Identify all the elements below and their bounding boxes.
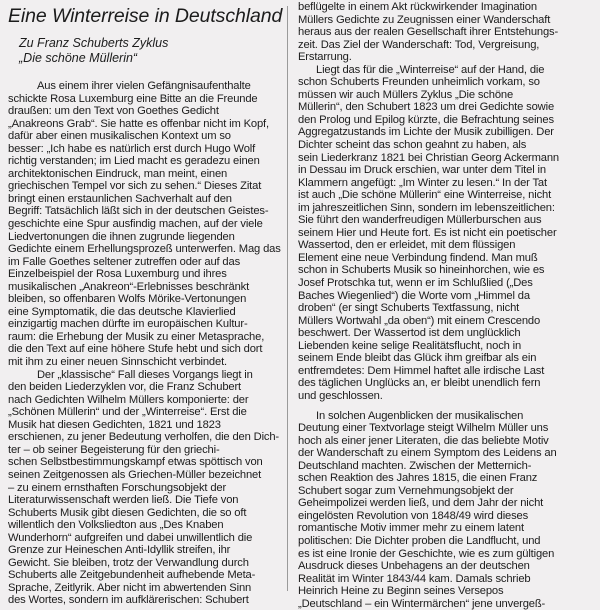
- text-line: Deutung einer Textvorlage steigt Wilhelm Müller uns: [298, 422, 549, 435]
- text-line: geschichte eine Spur ausfindig machen, auf der viele: [8, 218, 263, 231]
- text-line: zeit. Das Ziel der Wanderschaft: Tod, Vergreisung,: [298, 38, 540, 51]
- text-line: Realität im Winter 1843/44 kam. Damals schrieb: [298, 572, 531, 585]
- text-line: die den Text auf eine höhere Stufe hebt und sich dort: [8, 343, 263, 356]
- text-line: Müllers Wortwahl „da oben“) mit einem Crescendo: [298, 314, 541, 327]
- text-line: seinen Zeitgenossen als Griechen-Müller bezeichnet: [8, 468, 262, 481]
- text-line: Liegt das für die „Winterreise“ auf der Hand, die: [316, 63, 545, 76]
- subtitle-line: „Die schöne Müllerin“: [19, 51, 138, 65]
- text-line: Begriff: Tatsächlich läßt sich in der deutschen Geistes-: [8, 205, 269, 218]
- text-line: Musik hat diesen Gedichten, 1821 und 1823: [8, 418, 221, 431]
- text-line: Deutschland machten. Zwischen der Metternich-: [298, 459, 532, 472]
- text-line: Wunderhorn“ aufgreifen und dabei unwillentlich die: [8, 531, 253, 544]
- text-line: hoch als einer jener Literaten, die das beliebte Motiv: [298, 434, 549, 447]
- text-line: raum: die Erhebung der Musik zu einer Metasprache,: [8, 330, 265, 343]
- article-title: Eine Winterreise in Deutschland: [8, 5, 283, 27]
- text-line: beschwert. Der Wassertod ist dem unglücklich: [298, 327, 521, 340]
- text-line: Josef Protschka tut, wenn er im Schlußlied („Des: [298, 277, 533, 290]
- text-line: den Prolog und Epilog kürzte, die Befrachtung seines: [298, 113, 554, 126]
- text-line: Sprache, Zeitlyrik. Aber nicht im abwertenden Sinn: [8, 581, 252, 594]
- text-line: ter – ob seiner Begeisterung für den griechi-: [8, 443, 220, 456]
- text-line: Sie führt den wanderfreudigen Müllerburschen aus: [298, 214, 542, 227]
- text-line: bleiben, so offenbaren Wolfs Mörike-Vertonungen: [8, 293, 247, 306]
- text-line: Heinrich Heine zu Beginn seines Versepos: [298, 585, 504, 598]
- text-line: schen Reaktion des Jahres 1815, die einen Franz: [298, 472, 538, 485]
- text-line: Baches Wiegenlied“) die Worte vom „Himmel da: [298, 289, 530, 302]
- column-divider: [287, 6, 288, 591]
- text-line: Gewicht. Sie bleiben, trotz der Verwandlung durch: [8, 556, 249, 569]
- paragraph-gap: [298, 403, 596, 410]
- text-line: richtig verstanden; im Lied macht es geradezu einen: [8, 155, 260, 168]
- text-line: im Falle Goethes seltener zutreffen oder auf das: [8, 255, 241, 268]
- text-line: besser: „Ich habe es natürlich erst durch Hugo Wolf: [8, 142, 256, 155]
- text-line: In solchen Augenblicken der musikalischen: [316, 409, 524, 422]
- text-line: Element eine neue Verbindung findend. Man muß: [298, 251, 538, 264]
- text-line: der Wanderschaft zu einem Symptom des Leidens an: [298, 447, 557, 460]
- text-line: schickte Rosa Luxemburg eine Bitte an die Freunde: [8, 92, 258, 105]
- text-line: müssen wir auch Müllers Zyklus „Die schöne: [298, 88, 514, 101]
- text-line: Schuberts Musik gibt diesen Gedichten, die so oft: [8, 506, 247, 519]
- text-line: bringt einen erstaunlichen Sachverhalt auf den: [8, 192, 232, 205]
- text-line: architektonischen Eindruck, man meint, einen: [8, 167, 228, 180]
- text-line: schen Selbstbestimmungskampf etwas spöttisch von: [8, 456, 263, 469]
- text-line: schon in Schuberts Musik so hineinhorchen, wie es: [298, 264, 545, 277]
- text-line: eine Symptomatik, die das deutsche Klavierlied: [8, 305, 236, 318]
- text-line: in Dessau im Druck erschien, war unter dem Titel in: [298, 164, 546, 177]
- text-line: im jahreszeitlichen Sinn, sondern im lebenszeitlichen:: [298, 201, 555, 214]
- text-line: willentlich den Volksliedton aus „Des Knaben: [8, 519, 224, 532]
- text-line: ist auch „Die schöne Müllerin“ eine Winterreise, nicht: [298, 189, 552, 202]
- text-line: Geheimpolizei werden ließ, und dem Jahr der nicht: [298, 497, 544, 510]
- article-subtitle: [19, 36, 283, 66]
- text-line: romantische Motiv immer mehr zu einem latent: [298, 522, 524, 535]
- text-line: Einzelbeispiel der Rosa Luxemburg und ihres: [8, 268, 227, 281]
- text-line: und geschlossen.: [298, 389, 383, 402]
- text-line: Klammern angefügt: „Im Winter zu lesen.“ In der Tat: [298, 176, 547, 189]
- text-line: Erstarrung.: [298, 51, 352, 64]
- text-line: „Anakreons Grab“. Sie hatte es offenbar nicht im Kopf,: [8, 117, 269, 130]
- text-line: es ist eine Ironie der Geschichte, wie es zum gültigen: [298, 547, 555, 560]
- left-column-text: [8, 80, 288, 607]
- text-line: eingelösten Revolution von 1848/49 wird dieses: [298, 509, 529, 522]
- text-line: des Wortes, sondern im aufklärerischen: Schubert: [8, 594, 249, 607]
- text-line: erschienen, zu jener Bedeutung verholfen, die den Dich-: [8, 431, 279, 444]
- text-line: Gedichte einem Erhellungsprozeß unterwerfen. Mag das: [8, 243, 281, 256]
- text-line: einzigartig machen dürfte im europäischen Kultur-: [8, 318, 248, 331]
- text-line: „Deutschland – ein Wintermärchen“ jene unvergeß-: [298, 597, 546, 610]
- right-column-text: [298, 1, 596, 610]
- text-line: draußen: um den Text von Goethes Gedicht: [8, 105, 219, 118]
- text-line: Dichter scheint das schon geahnt zu haben, als: [298, 139, 527, 152]
- text-line: heraus aus der realen Gesellschaft ihrer Entstehungs-: [298, 26, 559, 39]
- text-line: Grenze zur Heineschen Anti-Idyllik streifen, ihr: [8, 544, 231, 557]
- text-line: Müllers Gedichte zu Zeugnissen einer Wanderschaft: [298, 13, 551, 26]
- text-line: – zu einem ernsthaften Forschungsobjekt der: [8, 481, 227, 494]
- text-line: Schuberts alle Zeitgebundenheit aufhebende Meta-: [8, 569, 256, 582]
- text-line: Der „klassische“ Fall dieses Vorgangs liegt in: [37, 368, 253, 381]
- text-line: des täglichen Unglücks an, er bleibt unendlich fern: [298, 377, 541, 390]
- text-line: Wassertod, den er erleidet, mit dem flüssigen: [298, 239, 516, 252]
- text-line: entfremdetes: Dem Himmel haftet alle irdische Last: [298, 364, 545, 377]
- text-line: Liebenden keine selige Realitätsflucht, noch in: [298, 339, 522, 352]
- text-line: politischen: Die Dichter proben die Landflucht, und: [298, 534, 541, 547]
- text-line: seinem Hier und Heute fort. Es ist nicht ein poetischer: [298, 226, 557, 239]
- text-line: beflügelte in einem Akt rückwirkender Imagination: [298, 1, 537, 13]
- text-line: Liedvertonungen die ihnen zugrunde liegenden: [8, 230, 235, 243]
- text-line: droben“ (er singt Schuberts Textfassung, nicht: [298, 302, 520, 315]
- text-line: nach Gedichten Wilhelm Müllers komponierte: der: [8, 393, 249, 406]
- text-line: Aus einem ihrer vielen Gefängnisaufenthalte: [37, 80, 251, 92]
- text-line: dafür aber einen musikalischen Kontext um so: [8, 130, 231, 143]
- text-line: Ausdruck dieses Unbehagens an der deutschen: [298, 560, 530, 573]
- text-line: „Schönen Müllerin“ und der „Winterreise“. Erst die: [8, 406, 247, 419]
- text-line: sein Liederkranz 1821 bei Christian Georg Ackermann: [298, 151, 559, 164]
- text-line: den beiden Liederzyklen vor, die Franz Schubert: [8, 381, 242, 394]
- text-line: musikalischen „Anakreon“-Erlebnisses beschränkt: [8, 280, 250, 293]
- text-line: Literaturwissenschaft werden ließ. Die Tiefe von: [8, 494, 239, 507]
- text-line: Müllerin“, den Schubert 1823 um drei Gedichte sowie: [298, 101, 555, 114]
- text-line: mit ihm zu einer neuen Sinnschicht verbindet.: [8, 356, 227, 369]
- subtitle-line: Zu Franz Schuberts Zyklus: [19, 36, 169, 50]
- text-line: Aggregatzustands im Lichte der Musik zubilligen. Der: [298, 126, 554, 139]
- text-line: griechischen Tempel vor sich zu sehen.“ Dieses Zitat: [8, 180, 262, 193]
- text-line: seinem Ende bleibt das Glück ihm greifbar als ein: [298, 352, 537, 365]
- text-line: schon Schuberts Freunden unheimlich vorkam, so: [298, 76, 540, 89]
- text-line: Schubert sogar zum Vernehmungsobjekt der: [298, 484, 514, 497]
